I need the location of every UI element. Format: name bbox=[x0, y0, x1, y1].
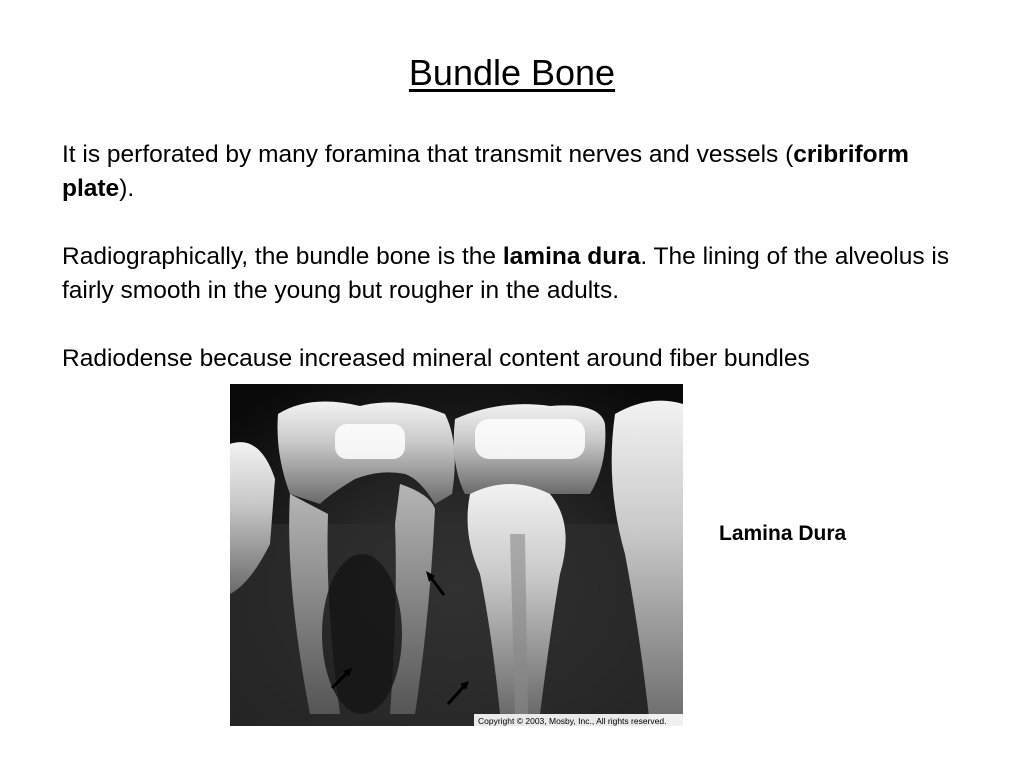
dental-radiograph-image bbox=[230, 384, 683, 726]
para1-bold: cribriform plate bbox=[62, 141, 909, 202]
para1-after: ). bbox=[119, 175, 135, 202]
paragraph-cribriform bbox=[62, 138, 982, 206]
para2-after: . The lining of the alveolus is fairly smooth in the young but rougher in the adults. bbox=[62, 243, 950, 304]
paragraph-radiodense: Radiodense because increased mineral content around fiber bundles bbox=[62, 345, 810, 372]
para2-before: Radiographically, the bundle bone is the bbox=[62, 243, 503, 270]
lamina-dura-caption: Lamina Dura bbox=[719, 522, 847, 545]
para2-bold: lamina dura bbox=[502, 243, 641, 270]
slide-title: Bundle Bone bbox=[408, 52, 616, 93]
molar-filling bbox=[335, 424, 405, 459]
paragraph-lamina-dura bbox=[62, 240, 982, 308]
radiograph-drawing bbox=[230, 384, 683, 726]
copyright-text: Copyright © 2003, Mosby, Inc., All rights reserved. bbox=[478, 716, 667, 726]
para1-text: It is perforated by many foramina that transmit nerves and vessels ( bbox=[62, 141, 794, 168]
